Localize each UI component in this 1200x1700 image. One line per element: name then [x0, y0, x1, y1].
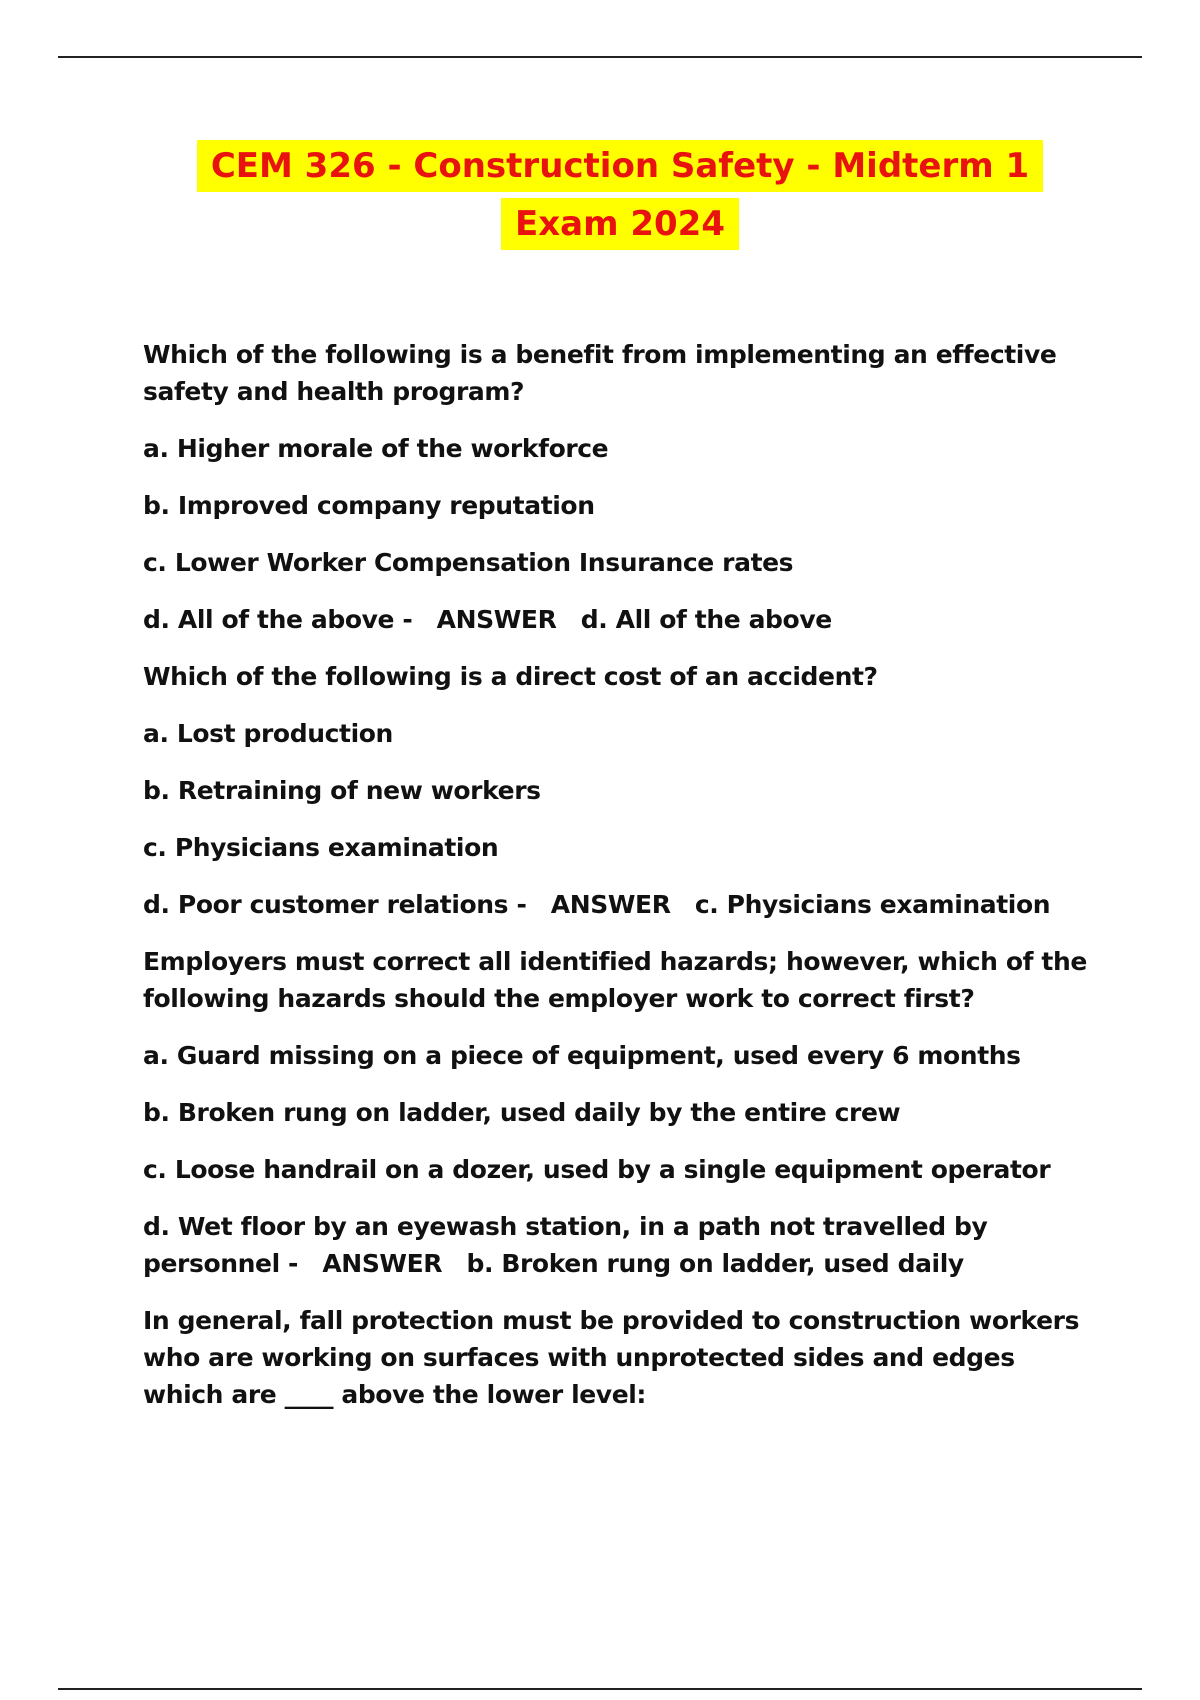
option-c: c. Loose handrail on a dozer, used by a single equipment operator	[143, 1155, 1051, 1184]
option-d: d. Wet floor by an eyewash station, in a path not travelled by personnel -	[143, 1212, 988, 1278]
option-b: b. Retraining of new workers	[143, 776, 541, 805]
option-d-with-answer	[143, 1208, 1103, 1282]
option-b: b. Broken rung on ladder, used daily by the entire crew	[143, 1098, 901, 1127]
answer-text: b. Broken rung on ladder, used daily	[466, 1249, 964, 1278]
answer-text: c. Physicians examination	[694, 890, 1051, 919]
answer-label: ANSWER	[550, 890, 671, 919]
option-d-with-answer	[143, 601, 1103, 638]
answer-label: ANSWER	[322, 1249, 443, 1278]
option-c: c. Physicians examination	[143, 833, 499, 862]
option-d: d. All of the above -	[143, 605, 413, 634]
option-d: d. Poor customer relations -	[143, 890, 527, 919]
answer-text: d. All of the above	[580, 605, 832, 634]
top-rule	[58, 56, 1142, 58]
document-title	[0, 140, 1200, 256]
answer-label: ANSWER	[436, 605, 557, 634]
option-d-with-answer	[143, 886, 1103, 923]
question-text: Employers must correct all identified hazards; however, which of the following hazards should the employer work to correct first?	[143, 947, 1087, 1013]
title-line-2: Exam 2024	[501, 198, 739, 250]
title-line-1: CEM 326 - Construction Safety - Midterm 1	[197, 140, 1043, 192]
option-c: c. Lower Worker Compensation Insurance rates	[143, 548, 794, 577]
question-text: In general, fall protection must be provided to construction workers who are working on surfaces with unprotected sides and edges which are ____ above the lower level:	[143, 1306, 1080, 1409]
question-text: Which of the following is a benefit from implementing an effective safety and health program?	[143, 340, 1057, 406]
option-a: a. Higher morale of the workforce	[143, 434, 609, 463]
option-a: a. Guard missing on a piece of equipment, used every 6 months	[143, 1041, 1021, 1070]
exam-content	[143, 336, 1103, 1433]
question-text: Which of the following is a direct cost of an accident?	[143, 662, 878, 691]
option-a: a. Lost production	[143, 719, 393, 748]
bottom-rule	[58, 1688, 1142, 1690]
option-b: b. Improved company reputation	[143, 491, 595, 520]
